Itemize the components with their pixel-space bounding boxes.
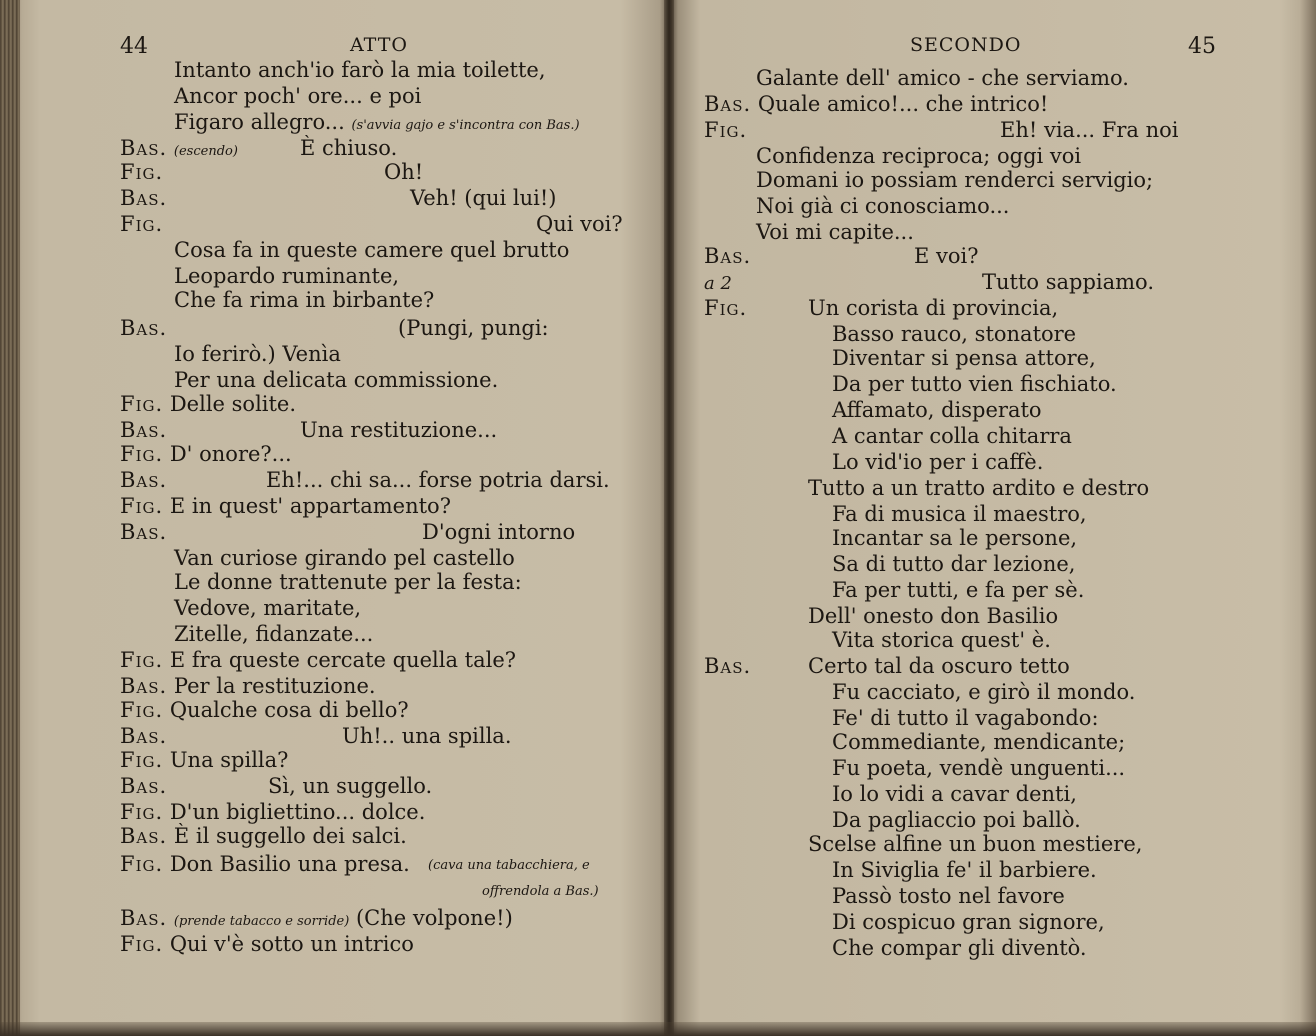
dialogue-line: Bas. Eh!... chi sa... forse potria darsi.	[120, 468, 610, 492]
book-bottom-edge	[0, 1022, 1316, 1036]
verse-line: Dell' onesto don Basilio	[808, 604, 1059, 628]
verse-line: In Siviglia fe' il barbiere.	[832, 858, 1097, 882]
verse-line: Affamato, disperato	[832, 398, 1042, 422]
speaker-label: Bas.	[120, 136, 168, 160]
dialogue-line: Bas. È il suggello dei salci.	[120, 824, 407, 848]
speaker-label: Fig.	[120, 800, 164, 824]
verse-line: Leopardo ruminante,	[174, 264, 400, 288]
verse-line: Basso rauco, stonatore	[832, 322, 1077, 346]
dialogue-line: Fig. Eh! via... Fra noi	[704, 118, 1179, 142]
speaker-label: Bas.	[120, 418, 168, 442]
verse-line: Confidenza reciproca; oggi voi	[756, 144, 1082, 168]
running-header: ATTO	[350, 34, 408, 56]
speaker-label: Fig.	[704, 118, 748, 142]
verse-line: Fu poeta, vendè unguenti...	[832, 756, 1126, 780]
verse-line: Noi già ci conosciamo...	[756, 194, 1010, 218]
dialogue-line: Fig. E in quest' appartamento?	[120, 494, 451, 518]
speaker-label: Bas.	[704, 244, 752, 268]
verse-line: Da per tutto vien fischiato.	[832, 372, 1117, 396]
verse-line: Incantar sa le persone,	[832, 526, 1078, 550]
speaker-label: Bas.	[120, 468, 168, 492]
verse-line: Le donne trattenute per la festa:	[174, 570, 522, 594]
left-page	[20, 0, 665, 1036]
dialogue-line: Bas. E voi?	[704, 244, 979, 268]
speaker-label: Bas.	[704, 92, 752, 116]
page-edges	[0, 0, 20, 1036]
verse-line: Galante dell' amico - che serviamo.	[756, 66, 1129, 90]
dialogue-line: Fig. Una spilla?	[120, 748, 289, 772]
verse-line: Ancor poch' ore... e poi	[174, 84, 422, 108]
verse-line: Zitelle, fidanzate...	[174, 622, 374, 646]
speaker-label: a 2	[704, 273, 732, 294]
dialogue-line: Bas. Veh! (qui lui!)	[120, 186, 557, 210]
right-page	[672, 0, 1316, 1036]
speaker-label: Fig.	[120, 212, 164, 236]
speaker-label: Fig.	[120, 932, 164, 956]
verse-line: Io ferirò.) Venìa	[174, 342, 341, 366]
speaker-label: Fig.	[120, 852, 164, 876]
verse-line: Da pagliaccio poi ballò.	[832, 808, 1081, 832]
dialogue-line: Fig. Qualche cosa di bello?	[120, 698, 409, 722]
dialogue-line: Fig. Qui v'è sotto un intrico	[120, 932, 414, 956]
page-number: 44	[120, 34, 148, 59]
stage-direction: (prende tabacco e sorride)	[173, 914, 350, 929]
speaker-label: Bas.	[120, 186, 168, 210]
verse-line: Fa di musica il maestro,	[832, 502, 1087, 526]
dialogue-line: Bas. Uh!.. una spilla.	[120, 724, 512, 748]
verse-line: Tutto a un tratto ardito e destro	[808, 476, 1150, 500]
speaker-label: Fig.	[120, 160, 164, 184]
verse-line: Domani io possiam renderci servigio;	[756, 168, 1154, 192]
speaker-label: Fig.	[120, 748, 164, 772]
verse-line: Fa per tutti, e fa per sè.	[832, 578, 1085, 602]
dialogue-line: Bas. (prende tabacco e sorride) (Che volpone!)	[120, 906, 513, 930]
dialogue-line: Fig. Qui voi?	[120, 212, 623, 236]
dialogue-line: Bas. Per la restituzione.	[120, 674, 376, 698]
dialogue-line: Bas. Quale amico!... che intrico!	[704, 92, 1049, 116]
dialogue-line: Fig. Un corista di provincia,	[704, 296, 1059, 320]
verse-line: A cantar colla chitarra	[832, 424, 1072, 448]
dialogue-line: Bas. Una restituzione...	[120, 418, 498, 442]
stage-direction: (escendo)	[173, 144, 238, 159]
speaker-label: Bas.	[120, 824, 168, 848]
verse-line: Commediante, mendicante;	[832, 730, 1126, 754]
verse-line: Fu cacciato, e girò il mondo.	[832, 680, 1136, 704]
verse-line: Scelse alfine un buon mestiere,	[808, 832, 1143, 856]
speaker-label: Bas.	[120, 520, 168, 544]
verse-line: Intanto anch'io farò la mia toilette,	[174, 58, 546, 82]
dialogue-line: Fig. D'un bigliettino... dolce.	[120, 800, 426, 824]
verse-line: Io lo vidi a cavar denti,	[832, 782, 1077, 806]
dialogue-line: Fig. Oh!	[120, 160, 424, 184]
page-number: 45	[1188, 34, 1216, 59]
dialogue-line: Fig. E fra queste cercate quella tale?	[120, 648, 517, 672]
speaker-label: Fig.	[120, 392, 164, 416]
dialogue-line: Bas. (escendo) È chiuso.	[120, 136, 398, 160]
verse-line: Vita storica quest' è.	[832, 628, 1051, 652]
verse-line: Lo vid'io per i caffè.	[832, 450, 1044, 474]
verse-line: Vedove, maritate,	[174, 596, 362, 620]
verse-line: Cosa fa in queste camere quel brutto	[174, 238, 570, 262]
speaker-label: Bas.	[120, 906, 168, 930]
verse-line: Sa di tutto dar lezione,	[832, 552, 1076, 576]
speaker-label: Fig.	[704, 296, 748, 320]
verse-line: Fe' di tutto il vagabondo:	[832, 706, 1099, 730]
dialogue-line: Fig. D' onore?...	[120, 442, 292, 466]
speaker-label: Fig.	[120, 698, 164, 722]
stage-direction-continued: offrendola a Bas.)	[482, 884, 599, 899]
stage-direction: (cava una tabacchiera, e	[428, 858, 590, 873]
dialogue-line: Bas. D'ogni intorno	[120, 520, 576, 544]
verse-line: Figaro allegro... (s'avvia gajo e s'incontra con Bas.)	[174, 110, 580, 134]
dialogue-line: Fig. Delle solite.	[120, 392, 297, 416]
speaker-label: Bas.	[120, 674, 168, 698]
speaker-label: Bas.	[120, 316, 168, 340]
dialogue-line: Bas. (Pungi, pungi:	[120, 316, 549, 340]
speaker-label: Fig.	[120, 442, 164, 466]
verse-line: Passò tosto nel favore	[832, 884, 1065, 908]
speaker-label: Bas.	[120, 724, 168, 748]
speaker-label: Fig.	[120, 494, 164, 518]
speaker-label: Bas.	[704, 654, 752, 678]
running-header: SECONDO	[910, 34, 1022, 56]
verse-line: Per una delicata commissione.	[174, 368, 499, 392]
verse-line: Di cospicuo gran signore,	[832, 910, 1105, 934]
stage-direction: (s'avvia gajo e s'incontra con Bas.)	[351, 118, 580, 133]
verse-line: Che fa rima in birbante?	[174, 288, 435, 312]
dialogue-line: Bas. Sì, un suggello.	[120, 774, 433, 798]
verse-line: Van curiose girando pel castello	[174, 546, 515, 570]
verse-line: Voi mi capite...	[756, 220, 914, 244]
dialogue-line: Bas. Certo tal da oscuro tetto	[704, 654, 1070, 678]
dialogue-line: Fig. Don Basilio una presa. (cava una tabacchiera, e	[120, 852, 590, 876]
verse-line: Che compar gli diventò.	[832, 936, 1087, 960]
verse-line: Diventar si pensa attore,	[832, 346, 1096, 370]
speaker-label: Fig.	[120, 648, 164, 672]
speaker-label: Bas.	[120, 774, 168, 798]
dialogue-line: a 2 Tutto sappiamo.	[704, 270, 1155, 294]
